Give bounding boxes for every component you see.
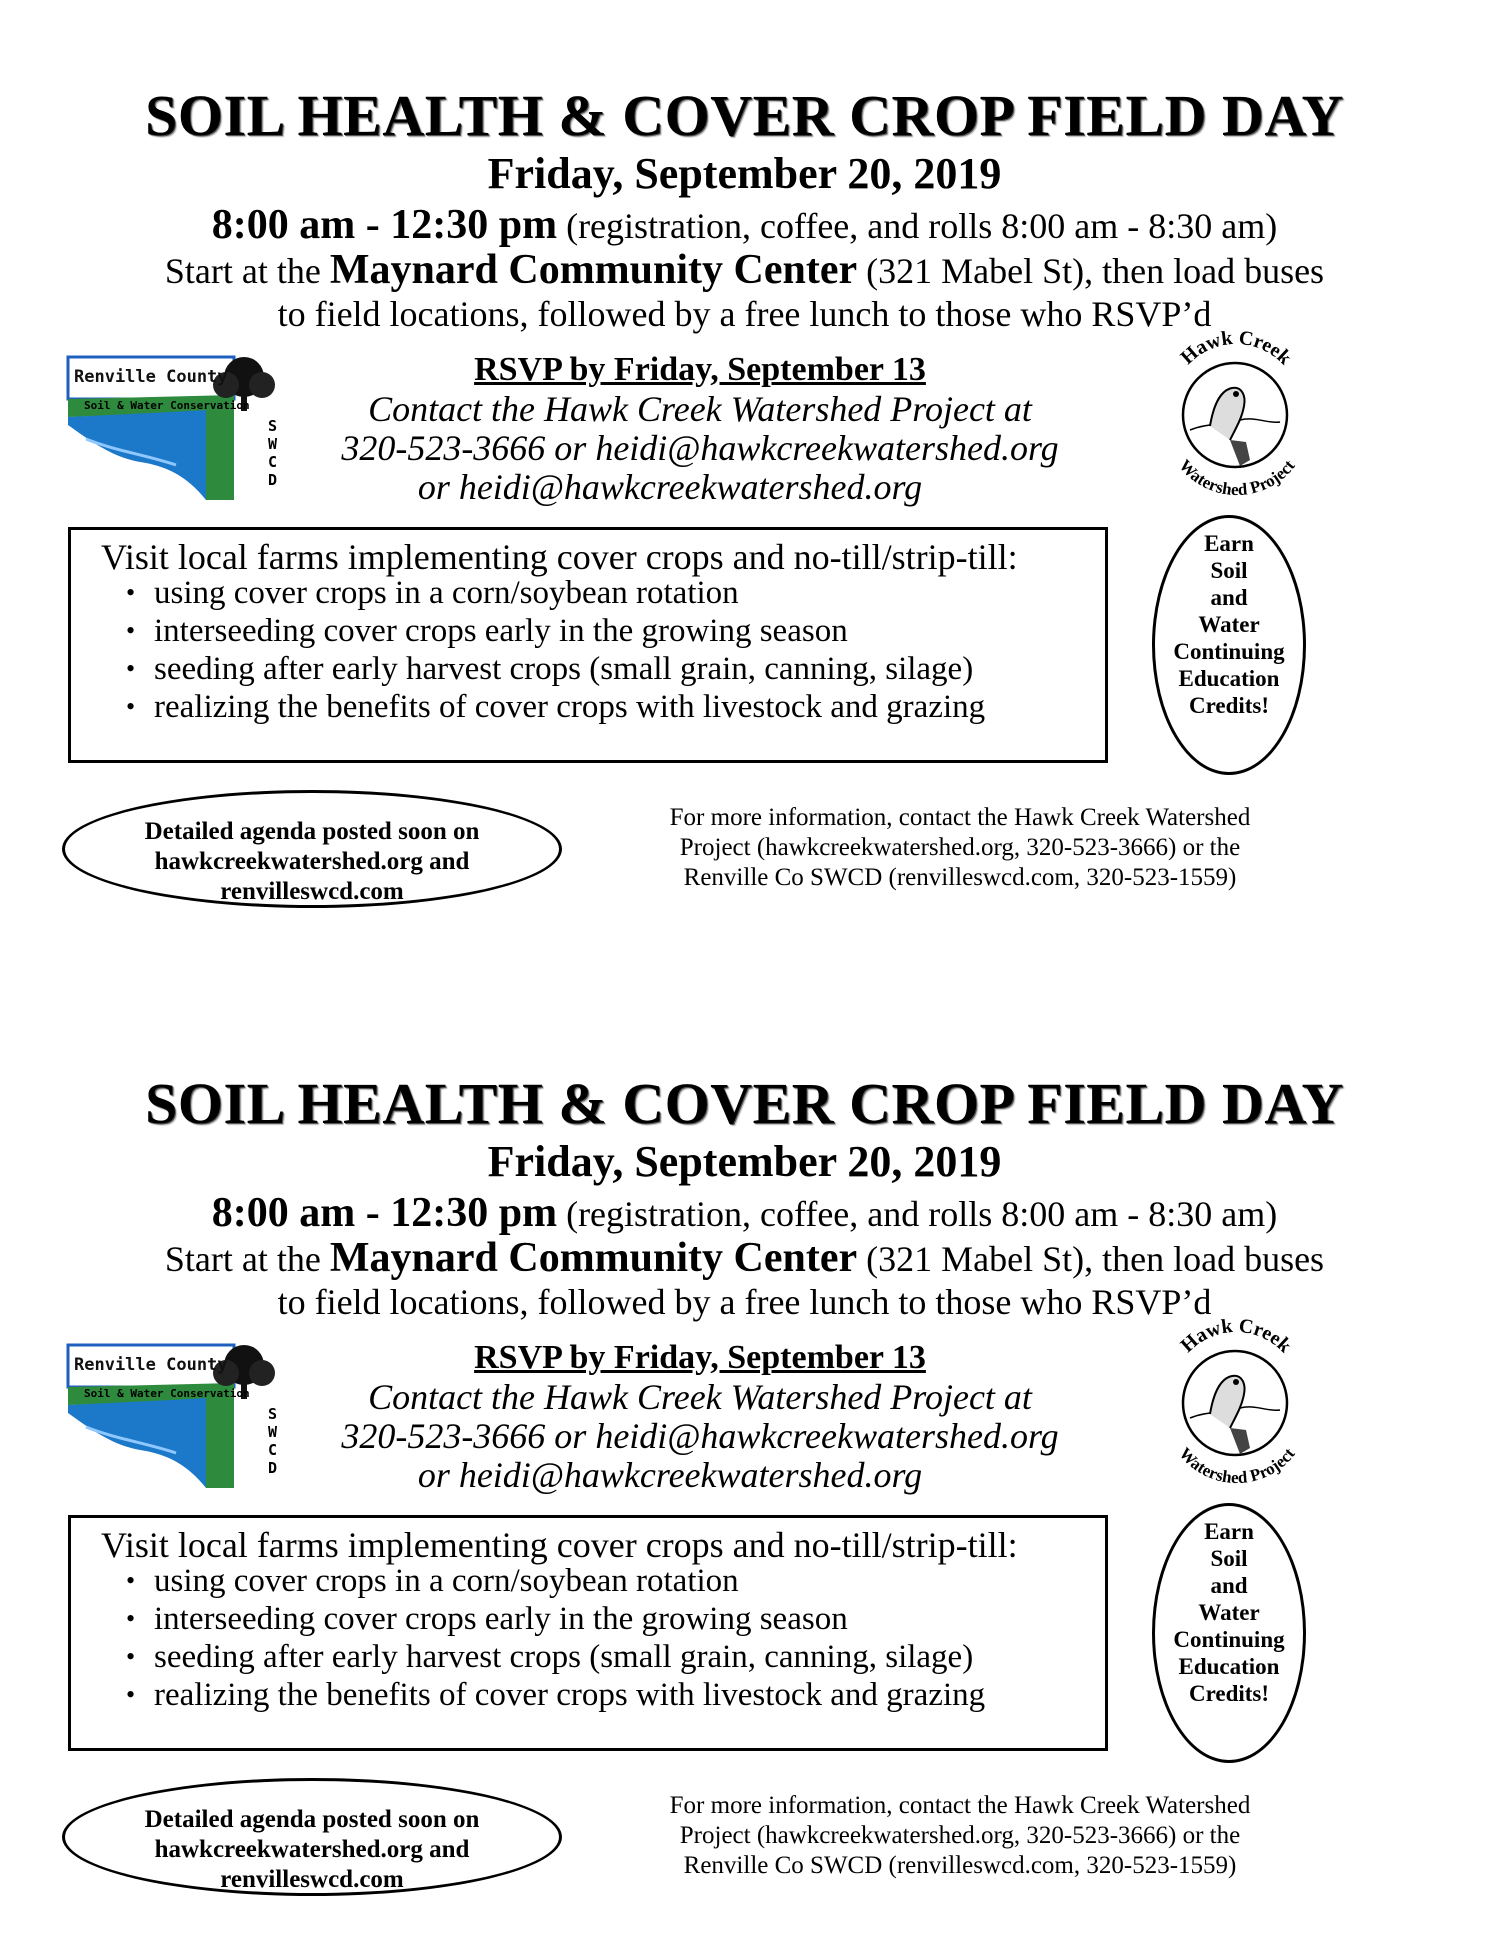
agenda-oval [62, 790, 562, 908]
list-item: • interseeding cover crops early in the growing season [126, 1600, 985, 1638]
hawk-creek-logo [1150, 330, 1320, 500]
event-time-detail: (registration, coffee, and rolls 8:00 am - 8:30 am) [557, 206, 1278, 246]
location-prefix: Start at the [164, 251, 330, 291]
hawk-logo-bottom-text: Watershed Project [1175, 1443, 1299, 1488]
event-time [0, 203, 1489, 248]
agenda-line: Detailed agenda posted soon on [144, 818, 480, 845]
flyer [0, 0, 1489, 950]
more-info [580, 803, 1340, 893]
list-item: • seeding after early harvest crops (small grain, canning, silage) [126, 650, 985, 688]
agenda-line: renvilleswcd.com [220, 1866, 404, 1893]
location-detail: (321 Mabel St), then load buses [857, 251, 1325, 291]
agenda-line: Detailed agenda posted soon on [144, 1806, 480, 1833]
credits-line: Earn [1204, 531, 1254, 556]
farm-visit-box [68, 1515, 1108, 1751]
credits-line: Credits! [1188, 693, 1270, 718]
more-info-line: Renville Co SWCD (renvilleswcd.com, 320-523-1559) [683, 864, 1237, 891]
list-item: • interseeding cover crops early in the growing season [126, 612, 985, 650]
swcd-letter: C [268, 1441, 278, 1459]
credits-line: Continuing [1173, 1627, 1285, 1652]
contact-line: Contact the Hawk Creek Watershed Project at [368, 389, 1032, 429]
event-lunch-line: to field locations, followed by a free lunch to those who RSVP’d [277, 294, 1212, 334]
more-info-line: For more information, contact the Hawk Creek Watershed [669, 1792, 1251, 1819]
credits-line: Credits! [1188, 1681, 1270, 1706]
contact-info [260, 390, 1140, 507]
hawk-creek-logo [1150, 1318, 1320, 1488]
rsvp-deadline: RSVP by Friday, September 13 [474, 351, 926, 388]
farm-visit-list [71, 1562, 985, 1714]
event-time-detail: (registration, coffee, and rolls 8:00 am - 8:30 am) [557, 1194, 1278, 1234]
list-item: • using cover crops in a corn/soybean rotation [126, 1562, 985, 1600]
agenda-line: hawkcreekwatershed.org and [154, 848, 470, 875]
location-detail: (321 Mabel St), then load buses [857, 1239, 1325, 1279]
credits-oval [1152, 1503, 1306, 1763]
event-lunch-line: to field locations, followed by a free lunch to those who RSVP’d [277, 1282, 1212, 1322]
location-prefix: Start at the [164, 1239, 330, 1279]
more-info-line: For more information, contact the Hawk Creek Watershed [669, 804, 1251, 831]
agenda-oval [62, 1778, 562, 1896]
swcd-letter: S [268, 1405, 278, 1423]
farm-visit-intro: Visit local farms implementing cover crops and no-till/strip-till: [101, 537, 1018, 577]
event-title: SOIL HEALTH & COVER CROP FIELD DAY [145, 1071, 1344, 1136]
credits-oval [1152, 515, 1306, 775]
agenda-line: renvilleswcd.com [220, 878, 404, 905]
location-venue: Maynard Community Center [329, 1235, 858, 1281]
swcd-org-text: Soil & Water Conservation [84, 399, 250, 412]
rsvp-deadline: RSVP by Friday, September 13 [474, 1339, 926, 1376]
swcd-letter: W [268, 1423, 278, 1441]
credits-line: Soil [1210, 1546, 1248, 1571]
credits-line: Education [1178, 666, 1280, 691]
list-item: • realizing the benefits of cover crops with livestock and grazing [126, 688, 985, 726]
contact-line: or heidi@hawkcreekwatershed.org [417, 1455, 923, 1495]
hawk-logo-top-text: Hawk Creek [1176, 330, 1296, 369]
event-date: Friday, September 20, 2019 [487, 149, 1002, 198]
event-date: Friday, September 20, 2019 [487, 1137, 1002, 1186]
credits-line: Soil [1210, 558, 1248, 583]
credits-line: and [1210, 1573, 1248, 1598]
swcd-letter: C [268, 453, 278, 471]
event-title: SOIL HEALTH & COVER CROP FIELD DAY [145, 83, 1344, 148]
more-info-line: Renville Co SWCD (renvilleswcd.com, 320-523-1559) [683, 1852, 1237, 1879]
credits-line: Water [1198, 1600, 1260, 1625]
event-time-range: 8:00 am - 12:30 pm [211, 1190, 558, 1236]
farm-visit-box [68, 527, 1108, 763]
credits-line: Education [1178, 1654, 1280, 1679]
event-location [0, 248, 1489, 293]
swcd-org-text: Soil & Water Conservation [84, 1387, 250, 1400]
credits-line: and [1210, 585, 1248, 610]
farm-visit-intro: Visit local farms implementing cover crops and no-till/strip-till: [101, 1525, 1018, 1565]
event-time-range: 8:00 am - 12:30 pm [211, 202, 558, 248]
contact-info [260, 1378, 1140, 1495]
renville-swcd-logo [66, 355, 292, 505]
swcd-county-text: Renville County [74, 1355, 228, 1375]
agenda-line: hawkcreekwatershed.org and [154, 1836, 470, 1863]
contact-line: 320-523-3666 or heidi@hawkcreekwatershed.org [341, 1416, 1059, 1456]
swcd-letter: D [268, 471, 278, 489]
swcd-letter: S [268, 417, 278, 435]
list-item: • realizing the benefits of cover crops with livestock and grazing [126, 1676, 985, 1714]
flyer [0, 988, 1489, 1938]
credits-line: Continuing [1173, 639, 1285, 664]
more-info-line: Project (hawkcreekwatershed.org, 320-523-3666) or the [679, 1822, 1241, 1849]
list-item: • using cover crops in a corn/soybean rotation [126, 574, 985, 612]
contact-line: or heidi@hawkcreekwatershed.org [417, 467, 923, 507]
event-time [0, 1191, 1489, 1236]
hawk-logo-top-text: Hawk Creek [1176, 1318, 1296, 1357]
hawk-logo-bottom-text: Watershed Project [1175, 455, 1299, 500]
contact-line: 320-523-3666 or heidi@hawkcreekwatershed.org [341, 428, 1059, 468]
credits-line: Water [1198, 612, 1260, 637]
credits-line: Earn [1204, 1519, 1254, 1544]
swcd-county-text: Renville County [74, 367, 228, 387]
swcd-letter: D [268, 1459, 278, 1477]
more-info-line: Project (hawkcreekwatershed.org, 320-523-3666) or the [679, 834, 1241, 861]
location-venue: Maynard Community Center [329, 247, 858, 293]
more-info [580, 1791, 1340, 1881]
contact-line: Contact the Hawk Creek Watershed Project at [368, 1377, 1032, 1417]
renville-swcd-logo [66, 1343, 292, 1493]
swcd-letter: W [268, 435, 278, 453]
farm-visit-list [71, 574, 985, 726]
event-location [0, 1236, 1489, 1281]
list-item: • seeding after early harvest crops (small grain, canning, silage) [126, 1638, 985, 1676]
